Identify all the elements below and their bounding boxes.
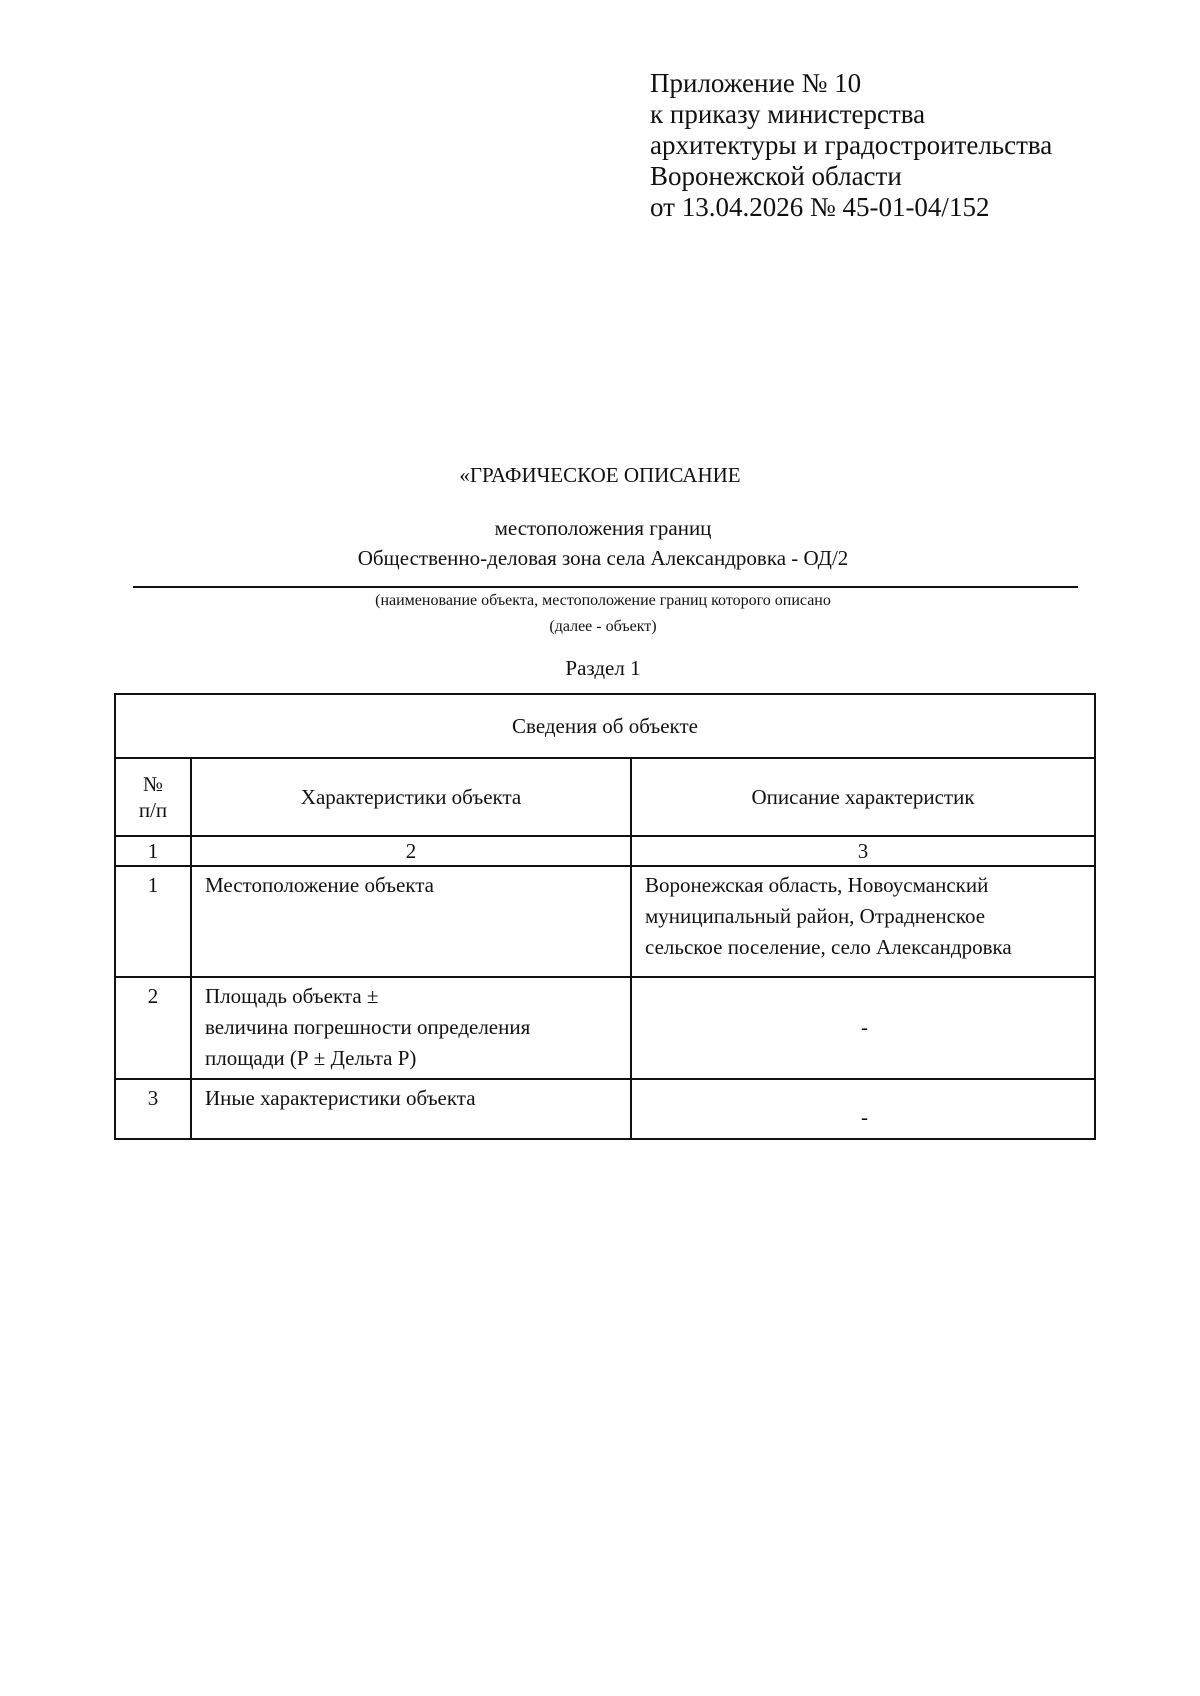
row-characteristic bbox=[191, 866, 631, 977]
row-description-line: муниципальный район, Отрадненское bbox=[645, 904, 986, 928]
section-label: Раздел 1 bbox=[565, 656, 641, 680]
row-characteristic bbox=[191, 1079, 631, 1139]
row-description: - bbox=[631, 977, 1095, 1079]
header-number-line-1: № bbox=[142, 772, 164, 796]
document-title: «ГРАФИЧЕСКОЕ ОПИСАНИЕ bbox=[459, 463, 741, 487]
object-info-table bbox=[114, 693, 1096, 1140]
header-number bbox=[115, 758, 191, 836]
document-subtitle: местоположения границ bbox=[494, 516, 712, 540]
row-characteristic-line: величина погрешности определения bbox=[205, 1015, 531, 1039]
row-characteristic-line: Иные характеристики объекта bbox=[205, 1086, 476, 1110]
appendix-header bbox=[650, 68, 1120, 223]
appendix-line-date: от 13.04.2026 № 45-01-04/152 bbox=[650, 192, 990, 222]
row-characteristic-line: Площадь объекта ± bbox=[205, 984, 379, 1008]
appendix-line-region: Воронежской области bbox=[650, 161, 902, 191]
object-name-underline bbox=[133, 586, 1078, 588]
row-number: 1 bbox=[115, 866, 191, 977]
table-row bbox=[115, 977, 1095, 1079]
object-name-caption-line-2: (далее - объект) bbox=[549, 618, 657, 635]
appendix-line-ministry: архитектуры и градостроительства bbox=[650, 130, 1053, 160]
column-index-row bbox=[115, 836, 1095, 866]
appendix-line-number: Приложение № 10 bbox=[650, 68, 862, 98]
table-row bbox=[115, 1079, 1095, 1139]
header-description: Описание характеристик bbox=[631, 758, 1095, 836]
row-number: 2 bbox=[115, 977, 191, 1079]
row-characteristic bbox=[191, 977, 631, 1079]
table-header-row bbox=[115, 758, 1095, 836]
table-caption-row bbox=[115, 694, 1095, 758]
header-characteristics: Характеристики объекта bbox=[191, 758, 631, 836]
column-index-1: 1 bbox=[115, 836, 191, 866]
row-description bbox=[631, 866, 1095, 977]
table-row bbox=[115, 866, 1095, 977]
row-characteristic-line: Местоположение объекта bbox=[205, 873, 435, 897]
row-number: 3 bbox=[115, 1079, 191, 1139]
column-index-2: 2 bbox=[191, 836, 631, 866]
appendix-line-order: к приказу министерства bbox=[650, 99, 926, 129]
object-name: Общественно-деловая зона села Александровка - ОД/2 bbox=[357, 546, 849, 570]
header-number-line-2: п/п bbox=[138, 798, 168, 822]
column-index-3: 3 bbox=[631, 836, 1095, 866]
table-caption: Сведения об объекте bbox=[115, 694, 1095, 758]
row-description-line: сельское поселение, село Александровка bbox=[645, 935, 1012, 959]
row-description: - bbox=[631, 1079, 1095, 1139]
row-description-line: Воронежская область, Новоусманский bbox=[645, 873, 989, 897]
row-characteristic-line: площади (Р ± Дельта Р) bbox=[205, 1046, 417, 1070]
object-name-caption-line-1: (наименование объекта, местоположение границ которого описано bbox=[375, 592, 831, 609]
